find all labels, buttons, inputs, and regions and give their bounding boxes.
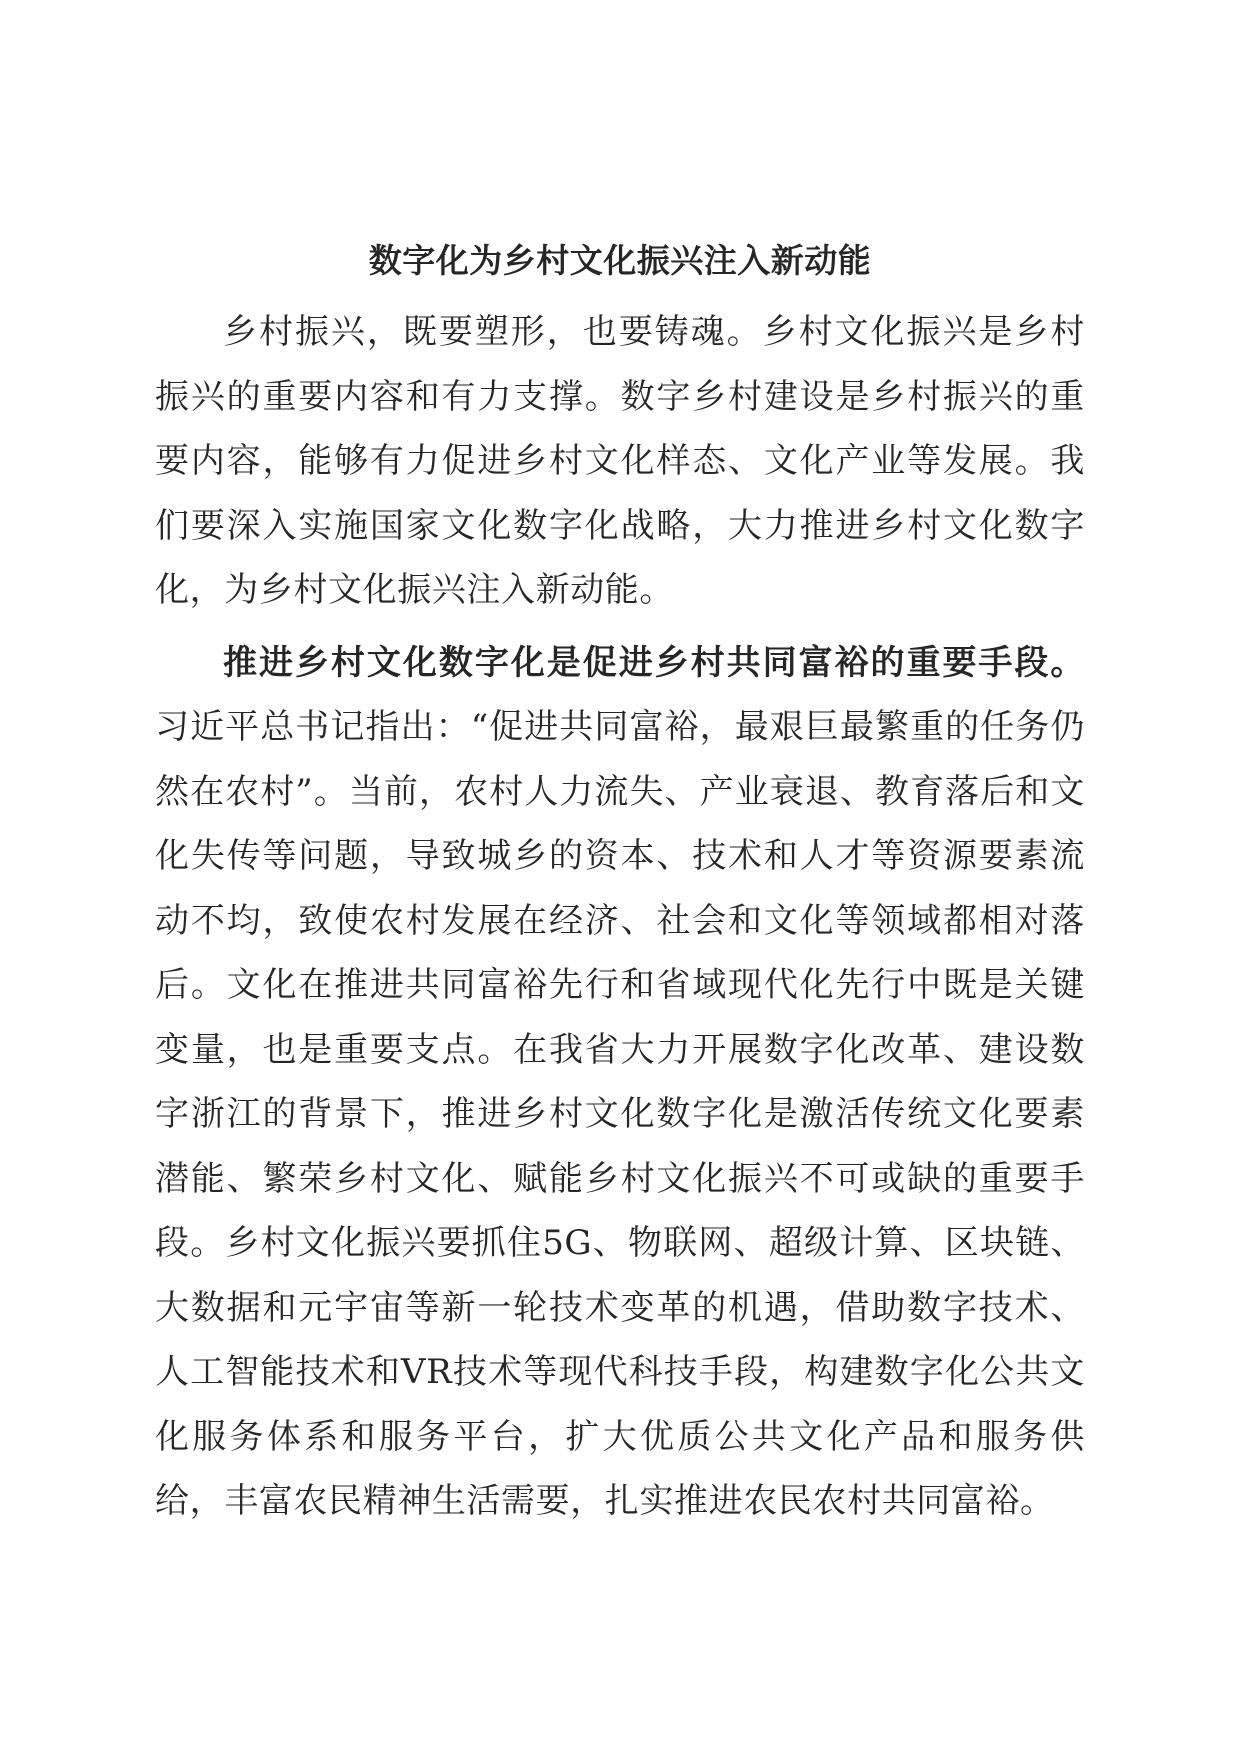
document-body bbox=[155, 236, 1085, 1542]
paragraph-2 bbox=[155, 631, 1085, 1534]
paragraph-2-lead: 推进乡村文化数字化是促进乡村共同富裕的重要手段。 bbox=[223, 642, 1085, 683]
paragraph-1-text: 乡村振兴，既要塑形，也要铸魂。乡村文化振兴是乡村振兴的重要内容和有力支撑。数字乡村建设是乡村振兴的重要内容，能够有力促进乡村文化样态、文化产业等发展。我们要深入实施国家文化数字化战略，大力推进乡村文化数字化，为乡村文化振兴注入新动能。 bbox=[155, 312, 1085, 610]
paragraph-2-text: 习近平总书记指出：“促进共同富裕，最艰巨最繁重的任务仍然在农村”。当前，农村人力流失、产业衰退、教育落后和文化失传等问题，导致城乡的资本、技术和人才等资源要素流动不均，致使农村发展在经济、社会和文化等领域都相对落后。文化在推进共同富裕先行和省域现代化先行中既是关键变量，也是重要支点。在我省大力开展数字化改革、建设数字浙江的背景下，推进乡村文化数字化是激活传统文化要素潜能、繁荣乡村文化、赋能乡村文化振兴不可或缺的重要手段。乡村文化振兴要抓住5G、物联网、超级计算、区块链、大数据和元宇宙等新一轮技术变革的机遇，借助数字技术、人工智能技术和VR技术等现代科技手段，构建数字化公共文化服务体系和服务平台，扩大优质公共文化产品和服务供给，丰富农民精神生活需要，扎实推进农民农村共同富裕。 bbox=[155, 707, 1085, 1521]
document-title: 数字化为乡村文化振兴注入新动能 bbox=[368, 241, 872, 280]
paragraph-1 bbox=[155, 300, 1085, 623]
